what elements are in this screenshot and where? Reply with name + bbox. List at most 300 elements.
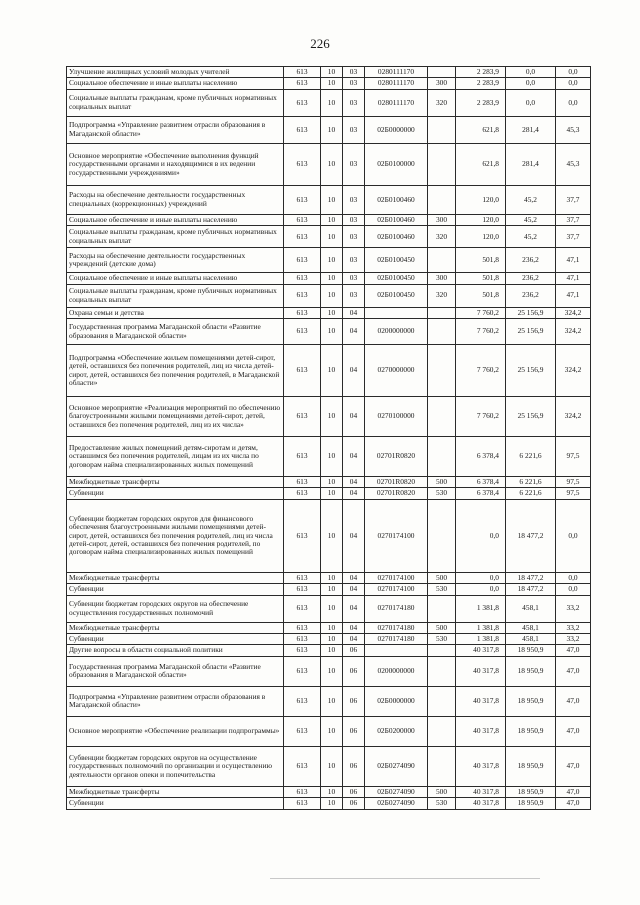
expense-type-cell: 320 (428, 226, 456, 248)
ved-code-cell: 613 (284, 716, 321, 746)
subsection-code-cell: 04 (343, 307, 365, 318)
target-article-cell (365, 307, 428, 318)
execution-percent-cell: 47,1 (556, 273, 591, 284)
table-row (67, 248, 591, 273)
plan-amount-cell: 1 381,8 (456, 634, 506, 645)
section-code-cell: 10 (321, 437, 343, 477)
section-code-cell: 10 (321, 595, 343, 622)
plan-amount-cell: 6 378,4 (456, 437, 506, 477)
actual-amount-cell: 458,1 (506, 634, 556, 645)
table-row (67, 78, 591, 89)
execution-percent-cell: 33,2 (556, 634, 591, 645)
section-code-cell: 10 (321, 116, 343, 143)
expense-name-cell: Подпрограмма «Обеспечение жильем помещениями детей-сирот, детей, оставшихся без попечения родителей, лиц из числа детей-сирот, детей, оставшихся без попечения родителей, в Магаданской области» (67, 345, 284, 397)
actual-amount-cell: 0,0 (506, 78, 556, 89)
expense-type-cell: 320 (428, 89, 456, 116)
execution-percent-cell: 97,5 (556, 437, 591, 477)
plan-amount-cell: 120,0 (456, 226, 506, 248)
table-row (67, 67, 591, 78)
execution-percent-cell: 0,0 (556, 89, 591, 116)
ved-code-cell: 613 (284, 226, 321, 248)
target-article-cell: 0280111170 (365, 67, 428, 78)
expense-name-cell: Основное мероприятие «Обеспечение выполнения функций государственными органами и находящимися в их ведении государственными учреждениями» (67, 143, 284, 185)
table-row (67, 214, 591, 225)
table-row (67, 645, 591, 656)
subsection-code-cell: 03 (343, 78, 365, 89)
subsection-code-cell: 06 (343, 656, 365, 686)
ved-code-cell: 613 (284, 185, 321, 214)
expense-type-cell: 530 (428, 798, 456, 809)
expense-type-cell: 530 (428, 634, 456, 645)
table-row (67, 499, 591, 572)
subsection-code-cell: 03 (343, 143, 365, 185)
expense-type-cell: 500 (428, 572, 456, 583)
expense-name-cell: Охрана семьи и детства (67, 307, 284, 318)
expense-type-cell (428, 499, 456, 572)
actual-amount-cell: 25 156,9 (506, 397, 556, 437)
expense-name-cell: Расходы на обеспечение деятельности государственных учреждений (детские дома) (67, 248, 284, 273)
subsection-code-cell: 06 (343, 716, 365, 746)
table-row (67, 584, 591, 595)
execution-percent-cell: 45,3 (556, 143, 591, 185)
expense-name-cell: Субвенции бюджетам городских округов на осуществление государственных полномочий по организации и осуществлению деятельности органов опеки и попечительства (67, 746, 284, 786)
actual-amount-cell: 18 950,9 (506, 645, 556, 656)
subsection-code-cell: 04 (343, 397, 365, 437)
execution-percent-cell: 97,5 (556, 488, 591, 499)
section-code-cell: 10 (321, 226, 343, 248)
ved-code-cell: 613 (284, 143, 321, 185)
ved-code-cell: 613 (284, 488, 321, 499)
target-article-cell: 02701R0820 (365, 477, 428, 488)
subsection-code-cell: 04 (343, 572, 365, 583)
expense-name-cell: Межбюджетные трансферты (67, 477, 284, 488)
section-code-cell: 10 (321, 185, 343, 214)
subsection-code-cell: 06 (343, 686, 365, 716)
execution-percent-cell: 47,0 (556, 798, 591, 809)
actual-amount-cell: 6 221,6 (506, 477, 556, 488)
expense-name-cell: Подпрограмма «Управление развитием отрасли образования в Магаданской области» (67, 116, 284, 143)
table-row (67, 307, 591, 318)
section-code-cell: 10 (321, 645, 343, 656)
target-article-cell: 0200000000 (365, 319, 428, 345)
ved-code-cell: 613 (284, 584, 321, 595)
plan-amount-cell: 40 317,8 (456, 686, 506, 716)
expense-name-cell: Межбюджетные трансферты (67, 572, 284, 583)
expense-name-cell: Межбюджетные трансферты (67, 622, 284, 633)
expense-type-cell (428, 595, 456, 622)
ved-code-cell: 613 (284, 499, 321, 572)
expense-type-cell (428, 746, 456, 786)
page-number: 226 (310, 36, 330, 51)
section-code-cell: 10 (321, 716, 343, 746)
ved-code-cell: 613 (284, 67, 321, 78)
execution-percent-cell: 33,2 (556, 595, 591, 622)
plan-amount-cell: 7 760,2 (456, 307, 506, 318)
plan-amount-cell: 0,0 (456, 572, 506, 583)
expense-type-cell: 500 (428, 477, 456, 488)
subsection-code-cell: 03 (343, 89, 365, 116)
table-body (67, 67, 591, 810)
table-row (67, 345, 591, 397)
expense-type-cell (428, 716, 456, 746)
plan-amount-cell: 2 283,9 (456, 89, 506, 116)
section-code-cell: 10 (321, 307, 343, 318)
expense-name-cell: Улучшение жилищных условий молодых учителей (67, 67, 284, 78)
expense-name-cell: Субвенции (67, 488, 284, 499)
expense-name-cell: Социальное обеспечение и иные выплаты населению (67, 273, 284, 284)
expense-name-cell: Социальные выплаты гражданам, кроме публичных нормативных социальных выплат (67, 89, 284, 116)
actual-amount-cell: 45,2 (506, 214, 556, 225)
section-code-cell: 10 (321, 746, 343, 786)
expense-type-cell: 300 (428, 78, 456, 89)
table-row (67, 477, 591, 488)
subsection-code-cell: 03 (343, 248, 365, 273)
expense-name-cell: Основное мероприятие «Реализация мероприятий по обеспечению благоустроенными жилыми помещениями детей-сирот, детей, оставшихся без попечения родителей, лиц из их числа» (67, 397, 284, 437)
subsection-code-cell: 04 (343, 595, 365, 622)
table-row (67, 656, 591, 686)
expense-type-cell: 500 (428, 786, 456, 797)
ved-code-cell: 613 (284, 572, 321, 583)
expense-name-cell: Социальное обеспечение и иные выплаты населению (67, 78, 284, 89)
ved-code-cell: 613 (284, 397, 321, 437)
plan-amount-cell: 0,0 (456, 584, 506, 595)
table-row (67, 397, 591, 437)
expense-name-cell: Социальное обеспечение и иные выплаты населению (67, 214, 284, 225)
actual-amount-cell: 0,0 (506, 67, 556, 78)
plan-amount-cell: 501,8 (456, 273, 506, 284)
ved-code-cell: 613 (284, 273, 321, 284)
execution-percent-cell: 37,7 (556, 185, 591, 214)
actual-amount-cell: 45,2 (506, 185, 556, 214)
execution-percent-cell: 47,1 (556, 284, 591, 307)
section-code-cell: 10 (321, 686, 343, 716)
target-article-cell: 02Б0100450 (365, 248, 428, 273)
expense-name-cell: Расходы на обеспечение деятельности государственных специальных (коррекционных) учреждений (67, 185, 284, 214)
execution-percent-cell: 0,0 (556, 499, 591, 572)
target-article-cell: 0280111170 (365, 89, 428, 116)
target-article-cell: 0270174180 (365, 634, 428, 645)
section-code-cell: 10 (321, 499, 343, 572)
target-article-cell: 02Б0274090 (365, 786, 428, 797)
expense-name-cell: Предоставление жилых помещений детям-сиротам и детям, оставшимся без попечения родителей, лицам из их числа по договорам найма специализированных жилых помещений (67, 437, 284, 477)
subsection-code-cell: 03 (343, 185, 365, 214)
expense-name-cell: Субвенции бюджетам городских округов на обеспечение осуществления государственных полномочий (67, 595, 284, 622)
ved-code-cell: 613 (284, 248, 321, 273)
table-row (67, 716, 591, 746)
subsection-code-cell: 04 (343, 319, 365, 345)
execution-percent-cell: 0,0 (556, 572, 591, 583)
section-code-cell: 10 (321, 143, 343, 185)
section-code-cell: 10 (321, 345, 343, 397)
plan-amount-cell: 120,0 (456, 185, 506, 214)
plan-amount-cell: 40 317,8 (456, 645, 506, 656)
plan-amount-cell: 6 378,4 (456, 488, 506, 499)
expense-name-cell: Другие вопросы в области социальной политики (67, 645, 284, 656)
execution-percent-cell: 33,2 (556, 622, 591, 633)
table-row (67, 284, 591, 307)
actual-amount-cell: 18 477,2 (506, 499, 556, 572)
execution-percent-cell: 324,2 (556, 397, 591, 437)
actual-amount-cell: 18 950,9 (506, 686, 556, 716)
execution-percent-cell: 47,0 (556, 656, 591, 686)
section-code-cell: 10 (321, 634, 343, 645)
plan-amount-cell: 40 317,8 (456, 656, 506, 686)
target-article-cell: 02Б0100460 (365, 185, 428, 214)
table-row (67, 798, 591, 809)
target-article-cell: 02Б0200000 (365, 716, 428, 746)
subsection-code-cell: 06 (343, 786, 365, 797)
table-row (67, 226, 591, 248)
expense-type-cell (428, 686, 456, 716)
expense-type-cell: 530 (428, 584, 456, 595)
execution-percent-cell: 324,2 (556, 345, 591, 397)
expense-name-cell: Подпрограмма «Управление развитием отрасли образования в Магаданской области» (67, 686, 284, 716)
actual-amount-cell: 25 156,9 (506, 345, 556, 397)
section-code-cell: 10 (321, 477, 343, 488)
section-code-cell: 10 (321, 67, 343, 78)
expense-type-cell (428, 437, 456, 477)
actual-amount-cell: 236,2 (506, 248, 556, 273)
actual-amount-cell: 18 950,9 (506, 798, 556, 809)
section-code-cell: 10 (321, 656, 343, 686)
plan-amount-cell: 501,8 (456, 284, 506, 307)
target-article-cell: 02Б0000000 (365, 686, 428, 716)
section-code-cell: 10 (321, 572, 343, 583)
table-row (67, 185, 591, 214)
target-article-cell: 0270174100 (365, 572, 428, 583)
target-article-cell: 0270100000 (365, 397, 428, 437)
expense-type-cell: 530 (428, 488, 456, 499)
target-article-cell: 02Б0100460 (365, 226, 428, 248)
expense-name-cell: Основное мероприятие «Обеспечение реализации подпрограммы» (67, 716, 284, 746)
execution-percent-cell: 37,7 (556, 226, 591, 248)
budget-table (66, 66, 591, 810)
execution-percent-cell: 47,0 (556, 786, 591, 797)
expense-type-cell (428, 116, 456, 143)
section-code-cell: 10 (321, 89, 343, 116)
actual-amount-cell: 25 156,9 (506, 319, 556, 345)
actual-amount-cell: 236,2 (506, 284, 556, 307)
actual-amount-cell: 281,4 (506, 143, 556, 185)
subsection-code-cell: 03 (343, 214, 365, 225)
expense-type-cell (428, 67, 456, 78)
execution-percent-cell: 97,5 (556, 477, 591, 488)
plan-amount-cell: 40 317,8 (456, 798, 506, 809)
subsection-code-cell: 03 (343, 67, 365, 78)
expense-type-cell (428, 645, 456, 656)
target-article-cell: 02Б0100450 (365, 273, 428, 284)
plan-amount-cell: 2 283,9 (456, 67, 506, 78)
target-article-cell: 02Б0100460 (365, 214, 428, 225)
subsection-code-cell: 04 (343, 584, 365, 595)
expense-type-cell (428, 397, 456, 437)
plan-amount-cell: 40 317,8 (456, 786, 506, 797)
section-code-cell: 10 (321, 786, 343, 797)
ved-code-cell: 613 (284, 786, 321, 797)
actual-amount-cell: 6 221,6 (506, 437, 556, 477)
table-row (67, 143, 591, 185)
ved-code-cell: 613 (284, 319, 321, 345)
plan-amount-cell: 7 760,2 (456, 319, 506, 345)
expense-name-cell: Социальные выплаты гражданам, кроме публичных нормативных социальных выплат (67, 226, 284, 248)
subsection-code-cell: 04 (343, 622, 365, 633)
actual-amount-cell: 18 950,9 (506, 716, 556, 746)
actual-amount-cell: 18 950,9 (506, 786, 556, 797)
expense-type-cell: 320 (428, 284, 456, 307)
target-article-cell: 02Б0100000 (365, 143, 428, 185)
actual-amount-cell: 18 950,9 (506, 746, 556, 786)
ved-code-cell: 613 (284, 307, 321, 318)
subsection-code-cell: 03 (343, 116, 365, 143)
subsection-code-cell: 04 (343, 477, 365, 488)
actual-amount-cell: 18 950,9 (506, 656, 556, 686)
subsection-code-cell: 04 (343, 345, 365, 397)
target-article-cell: 0270174100 (365, 584, 428, 595)
actual-amount-cell: 45,2 (506, 226, 556, 248)
section-code-cell: 10 (321, 584, 343, 595)
expense-name-cell: Межбюджетные трансферты (67, 786, 284, 797)
expense-name-cell: Субвенции (67, 634, 284, 645)
target-article-cell: 02Б0000000 (365, 116, 428, 143)
target-article-cell: 02Б0100450 (365, 284, 428, 307)
section-code-cell: 10 (321, 798, 343, 809)
table-row (67, 319, 591, 345)
subsection-code-cell: 03 (343, 273, 365, 284)
subsection-code-cell: 06 (343, 645, 365, 656)
expense-type-cell (428, 656, 456, 686)
ved-code-cell: 613 (284, 116, 321, 143)
ved-code-cell: 613 (284, 345, 321, 397)
execution-percent-cell: 0,0 (556, 584, 591, 595)
ved-code-cell: 613 (284, 746, 321, 786)
ved-code-cell: 613 (284, 798, 321, 809)
section-code-cell: 10 (321, 397, 343, 437)
ved-code-cell: 613 (284, 284, 321, 307)
subsection-code-cell: 03 (343, 226, 365, 248)
actual-amount-cell: 0,0 (506, 89, 556, 116)
execution-percent-cell: 47,0 (556, 716, 591, 746)
table-row (67, 572, 591, 583)
section-code-cell: 10 (321, 319, 343, 345)
subsection-code-cell: 04 (343, 437, 365, 477)
ved-code-cell: 613 (284, 78, 321, 89)
execution-percent-cell: 47,0 (556, 686, 591, 716)
ved-code-cell: 613 (284, 622, 321, 633)
execution-percent-cell: 47,0 (556, 746, 591, 786)
target-article-cell: 02701R0820 (365, 488, 428, 499)
subsection-code-cell: 06 (343, 798, 365, 809)
expense-type-cell (428, 307, 456, 318)
plan-amount-cell: 120,0 (456, 214, 506, 225)
ved-code-cell: 613 (284, 437, 321, 477)
plan-amount-cell: 1 381,8 (456, 622, 506, 633)
section-code-cell: 10 (321, 78, 343, 89)
execution-percent-cell: 0,0 (556, 78, 591, 89)
target-article-cell (365, 645, 428, 656)
actual-amount-cell: 458,1 (506, 622, 556, 633)
table-row (67, 273, 591, 284)
ved-code-cell: 613 (284, 656, 321, 686)
target-article-cell: 0280111170 (365, 78, 428, 89)
execution-percent-cell: 0,0 (556, 67, 591, 78)
execution-percent-cell: 37,7 (556, 214, 591, 225)
expense-name-cell: Субвенции бюджетам городских округов для финансового обеспечения благоустроенными жилыми помещениями детей-сирот, детей, оставшихся без попечения родителей, лиц из числа детей-сирот, детей, оставшихся без попечения родителей, по договорам найма специализированных жилых помещений (67, 499, 284, 572)
table-row (67, 595, 591, 622)
actual-amount-cell: 25 156,9 (506, 307, 556, 318)
ved-code-cell: 613 (284, 645, 321, 656)
plan-amount-cell: 1 381,8 (456, 595, 506, 622)
section-code-cell: 10 (321, 284, 343, 307)
section-code-cell: 10 (321, 488, 343, 499)
plan-amount-cell: 501,8 (456, 248, 506, 273)
target-article-cell: 02701R0820 (365, 437, 428, 477)
subsection-code-cell: 06 (343, 746, 365, 786)
expense-name-cell: Социальные выплаты гражданам, кроме публичных нормативных социальных выплат (67, 284, 284, 307)
target-article-cell: 02Б0274090 (365, 798, 428, 809)
expense-type-cell (428, 143, 456, 185)
plan-amount-cell: 2 283,9 (456, 78, 506, 89)
execution-percent-cell: 324,2 (556, 319, 591, 345)
ved-code-cell: 613 (284, 595, 321, 622)
plan-amount-cell: 40 317,8 (456, 716, 506, 746)
execution-percent-cell: 47,1 (556, 248, 591, 273)
table-row (67, 437, 591, 477)
plan-amount-cell: 6 378,4 (456, 477, 506, 488)
ved-code-cell: 613 (284, 477, 321, 488)
subsection-code-cell: 04 (343, 499, 365, 572)
execution-percent-cell: 45,3 (556, 116, 591, 143)
table-row (67, 634, 591, 645)
expense-type-cell: 300 (428, 214, 456, 225)
ved-code-cell: 613 (284, 686, 321, 716)
target-article-cell: 02Б0274090 (365, 746, 428, 786)
execution-percent-cell: 324,2 (556, 307, 591, 318)
plan-amount-cell: 621,8 (456, 116, 506, 143)
table-row (67, 686, 591, 716)
target-article-cell: 0200000000 (365, 656, 428, 686)
actual-amount-cell: 18 477,2 (506, 584, 556, 595)
plan-amount-cell: 621,8 (456, 143, 506, 185)
target-article-cell: 0270174100 (365, 499, 428, 572)
target-article-cell: 0270000000 (365, 345, 428, 397)
plan-amount-cell: 0,0 (456, 499, 506, 572)
bottom-rule (270, 878, 540, 879)
subsection-code-cell: 04 (343, 634, 365, 645)
expense-type-cell: 500 (428, 622, 456, 633)
actual-amount-cell: 6 221,6 (506, 488, 556, 499)
section-code-cell: 10 (321, 622, 343, 633)
table-row (67, 116, 591, 143)
expense-type-cell (428, 319, 456, 345)
ved-code-cell: 613 (284, 89, 321, 116)
actual-amount-cell: 18 477,2 (506, 572, 556, 583)
expense-type-cell (428, 345, 456, 397)
table-row (67, 786, 591, 797)
plan-amount-cell: 7 760,2 (456, 397, 506, 437)
execution-percent-cell: 47,0 (556, 645, 591, 656)
subsection-code-cell: 03 (343, 284, 365, 307)
section-code-cell: 10 (321, 214, 343, 225)
expense-type-cell (428, 185, 456, 214)
table-row (67, 622, 591, 633)
section-code-cell: 10 (321, 248, 343, 273)
expense-name-cell: Государственная программа Магаданской области «Развитие образования в Магаданской области» (67, 319, 284, 345)
expense-name-cell: Государственная программа Магаданской области «Развитие образования в Магаданской области» (67, 656, 284, 686)
table-row (67, 89, 591, 116)
expense-type-cell: 300 (428, 273, 456, 284)
section-code-cell: 10 (321, 273, 343, 284)
actual-amount-cell: 236,2 (506, 273, 556, 284)
